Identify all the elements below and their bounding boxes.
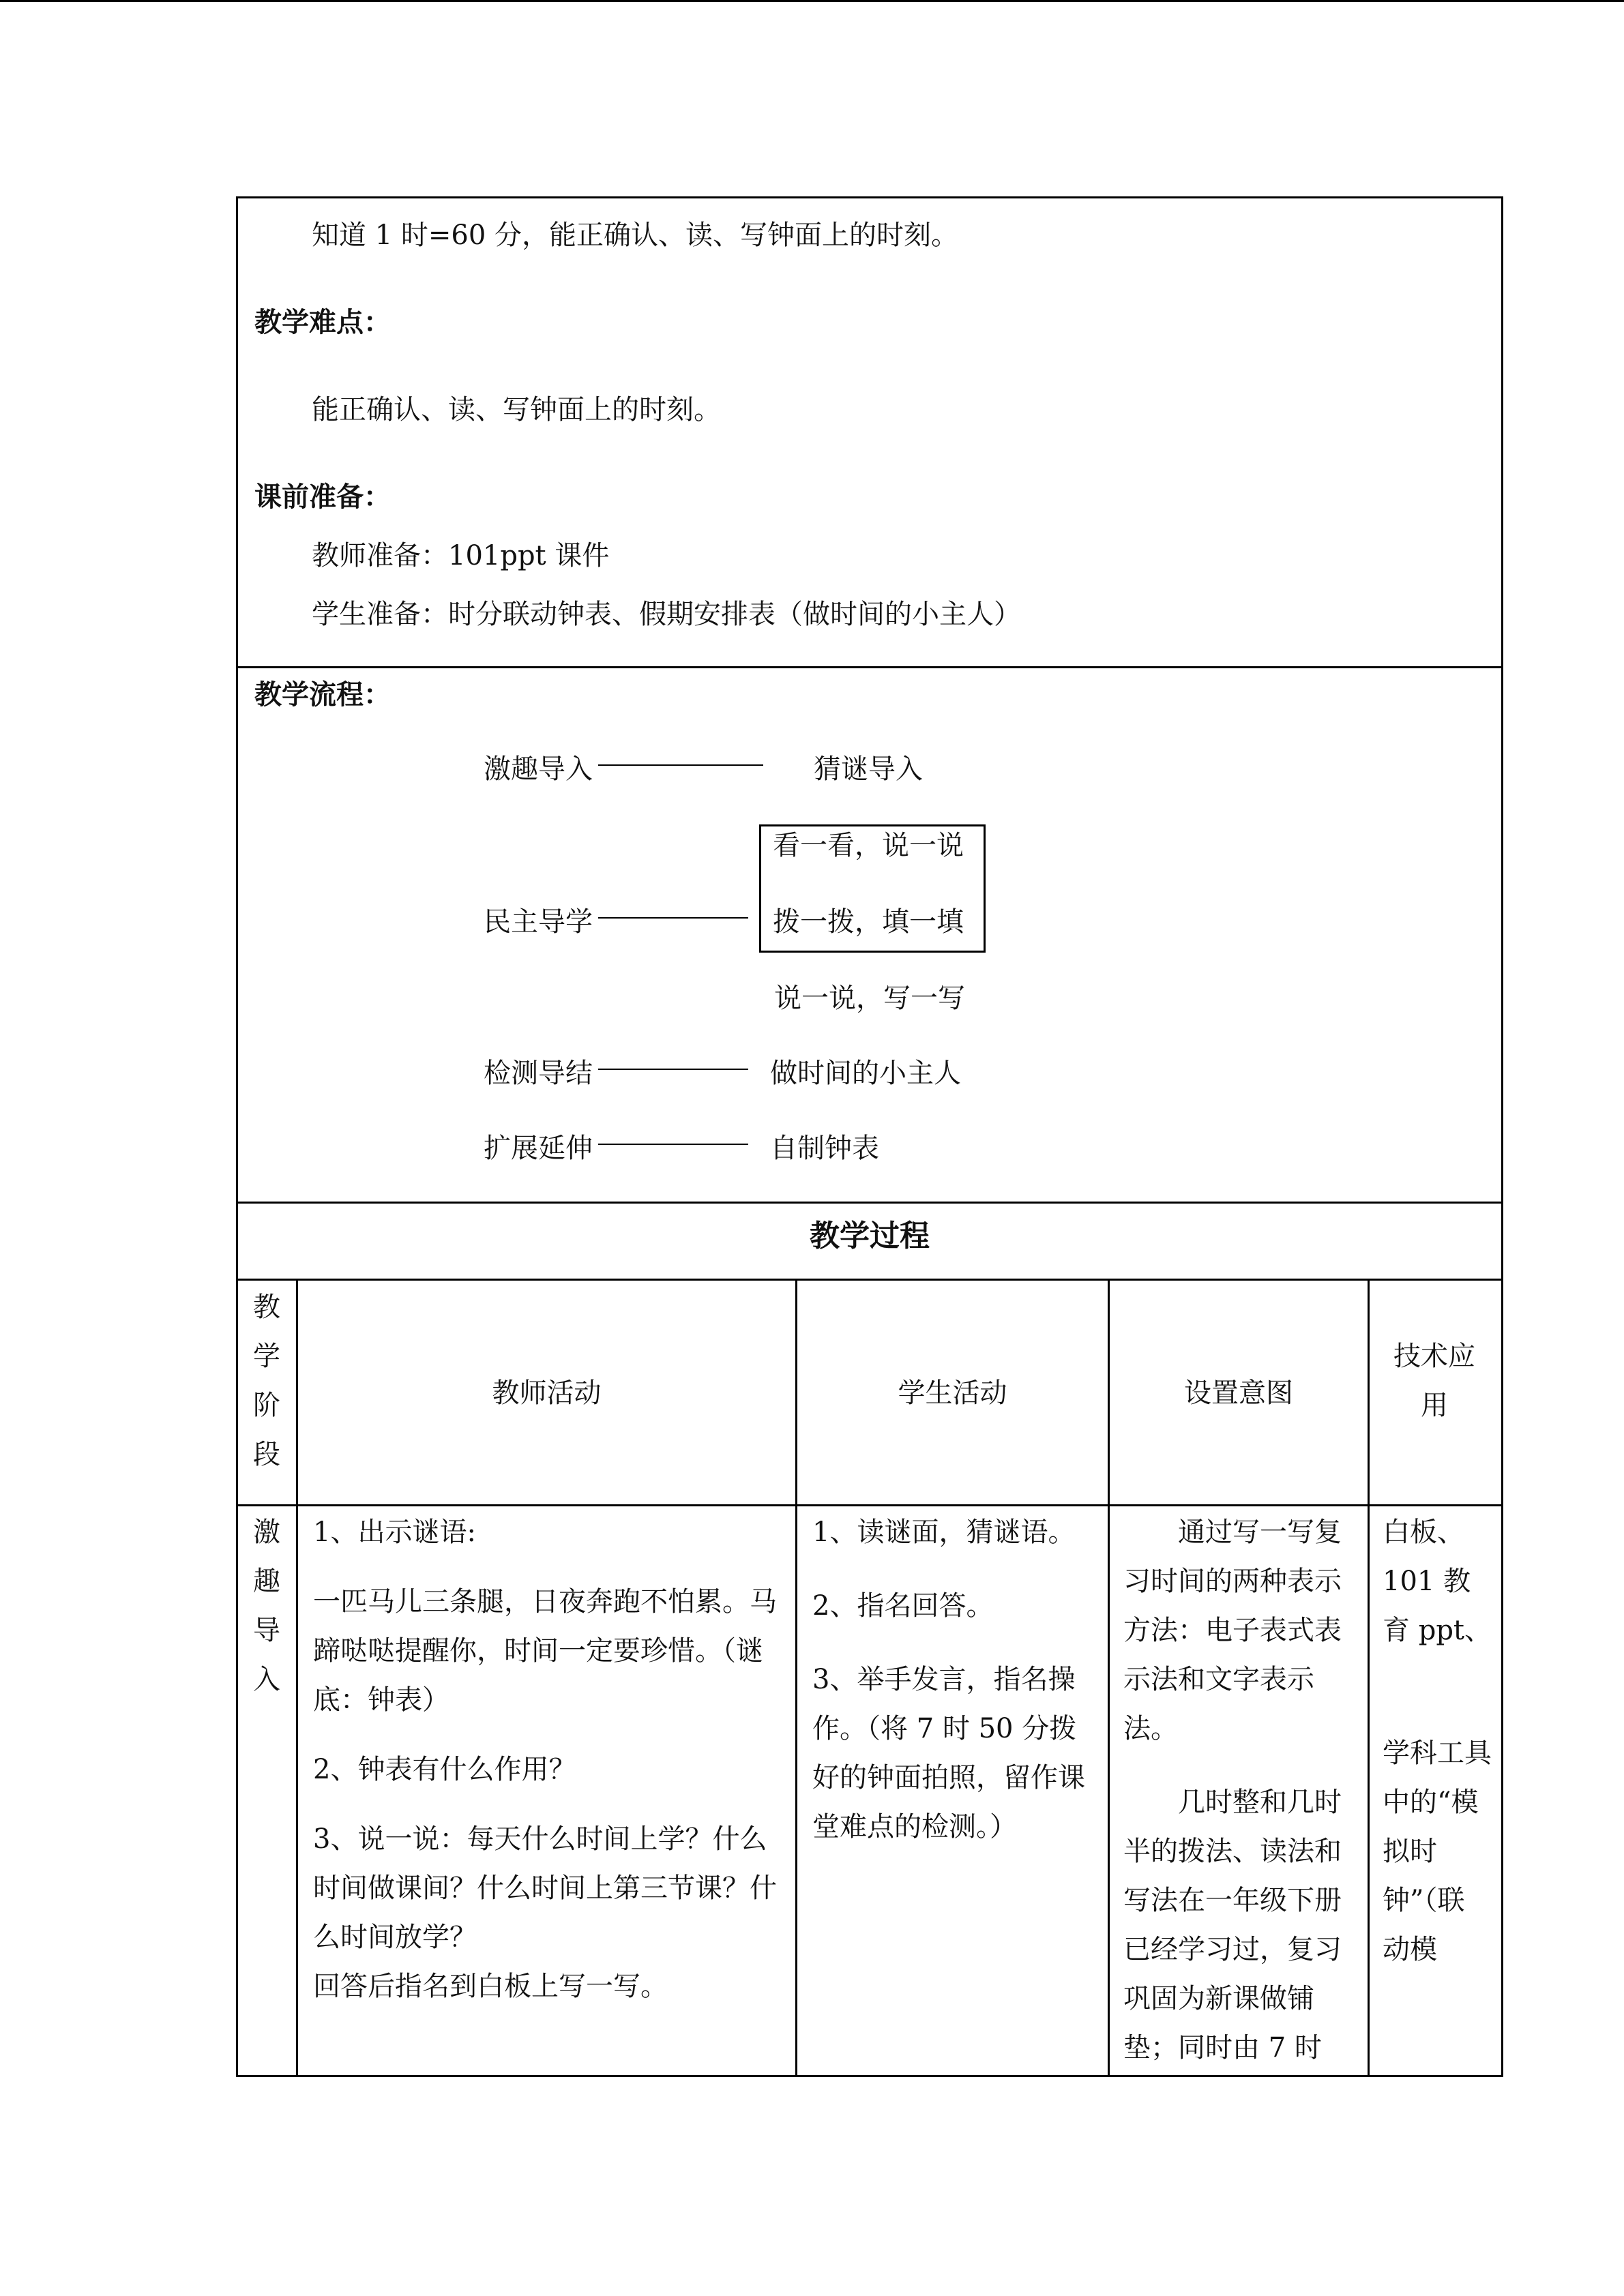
teacher-item-3: 2、钟表有什么作用？: [313, 1754, 576, 1785]
teacher-item-4: 3、说一说：每天什么时间上学？什么时间做课间？什么时间上第三节课？什么时间放学？: [313, 1823, 777, 1953]
objectives-section: [236, 196, 1503, 668]
flow-stage-1: 激趣导入: [484, 754, 593, 785]
flow-stage-4: 扩展延伸: [484, 1133, 593, 1164]
flow-connector-4: [598, 1144, 748, 1145]
intent-item-1: 通过写一写复习时间的两种表示方法：电子表式表示法和文字表示法。: [1123, 1517, 1342, 1744]
flow-extra-item: 说一说，写一写: [774, 983, 965, 1014]
header-tech: 技术应用: [1393, 1341, 1475, 1421]
difficulty-heading: 教学难点：: [254, 307, 391, 338]
student-prep: 学生准备：时分联动钟表、假期安排表（做时间的小主人）: [312, 599, 1021, 630]
process-title: 教学过程: [810, 1219, 930, 1253]
student-item-2: 2、指名回答。: [812, 1590, 994, 1622]
student-item-3: 3、举手发言，指名操作。（将 7 时 50 分拨好的钟面拍照，留作课堂难点的检测。）: [812, 1664, 1085, 1843]
flow-heading: 教学流程：: [254, 679, 391, 711]
intent-item-2: 几时整和几时半的拨法、读法和写法在一年级下册已经学习过，复习巩固为新课做铺垫；同时由 7 时: [1123, 1787, 1342, 2063]
title-divider: [238, 1279, 1501, 1281]
tech-item-1: 白板、101 教育 ppt、: [1383, 1517, 1492, 1646]
col-divider-4: [1368, 1281, 1370, 2077]
row1-teacher-cell: [313, 1508, 784, 2011]
flow-box-item-2: 拨一拨，填一填: [773, 906, 964, 938]
student-item-1: 1、读谜面，猜谜语。: [812, 1517, 1076, 1548]
teacher-item-5: 回答后指名到白板上写一写。: [313, 1971, 668, 2002]
flow-activity-4: 自制钟表: [770, 1133, 879, 1164]
header-student: 学生活动: [898, 1377, 1007, 1409]
row1-stage: 激趣导入: [253, 1517, 280, 1695]
header-divider: [238, 1504, 1501, 1506]
header-intent: 设置意图: [1184, 1377, 1293, 1409]
key-point-text: 知道 1 时=60 分，能正确认、读、写钟面上的时刻。: [312, 220, 959, 251]
teacher-prep: 教师准备：101ppt 课件: [312, 540, 610, 571]
row1-student-cell: [812, 1508, 1095, 1851]
flow-activity-1: 猜谜导入: [814, 754, 923, 785]
flow-connector-3: [598, 1069, 748, 1070]
teacher-item-1: 1、出示谜语:: [313, 1517, 476, 1548]
row1-tech-cell: [1383, 1508, 1492, 1974]
flow-connector-2: [598, 917, 748, 919]
tech-item-2: 学科工具中的“模拟时钟”（联动模: [1383, 1738, 1492, 1965]
row1-intent-cell: [1123, 1508, 1354, 2072]
page-top-border: [0, 0, 1624, 2]
flow-activity-3: 做时间的小主人: [770, 1058, 961, 1089]
process-table: [236, 1202, 1503, 2077]
header-stage: 教学阶段: [253, 1292, 280, 1470]
flow-section: [236, 666, 1503, 1204]
flow-stage-3: 检测导结: [484, 1058, 593, 1089]
flow-box-item-1: 看一看，说一说: [773, 830, 964, 861]
header-teacher: 教师活动: [492, 1377, 602, 1409]
prep-heading: 课前准备：: [254, 481, 391, 513]
teacher-item-2: 一匹马儿三条腿，日夜奔跑不怕累。马蹄哒哒提醒你，时间一定要珍惜。（谜底：钟表）: [313, 1586, 777, 1716]
difficulty-text: 能正确认、读、写钟面上的时刻。: [312, 394, 721, 426]
flow-connector-1: [598, 764, 763, 766]
flow-stage-2: 民主导学: [484, 906, 593, 938]
